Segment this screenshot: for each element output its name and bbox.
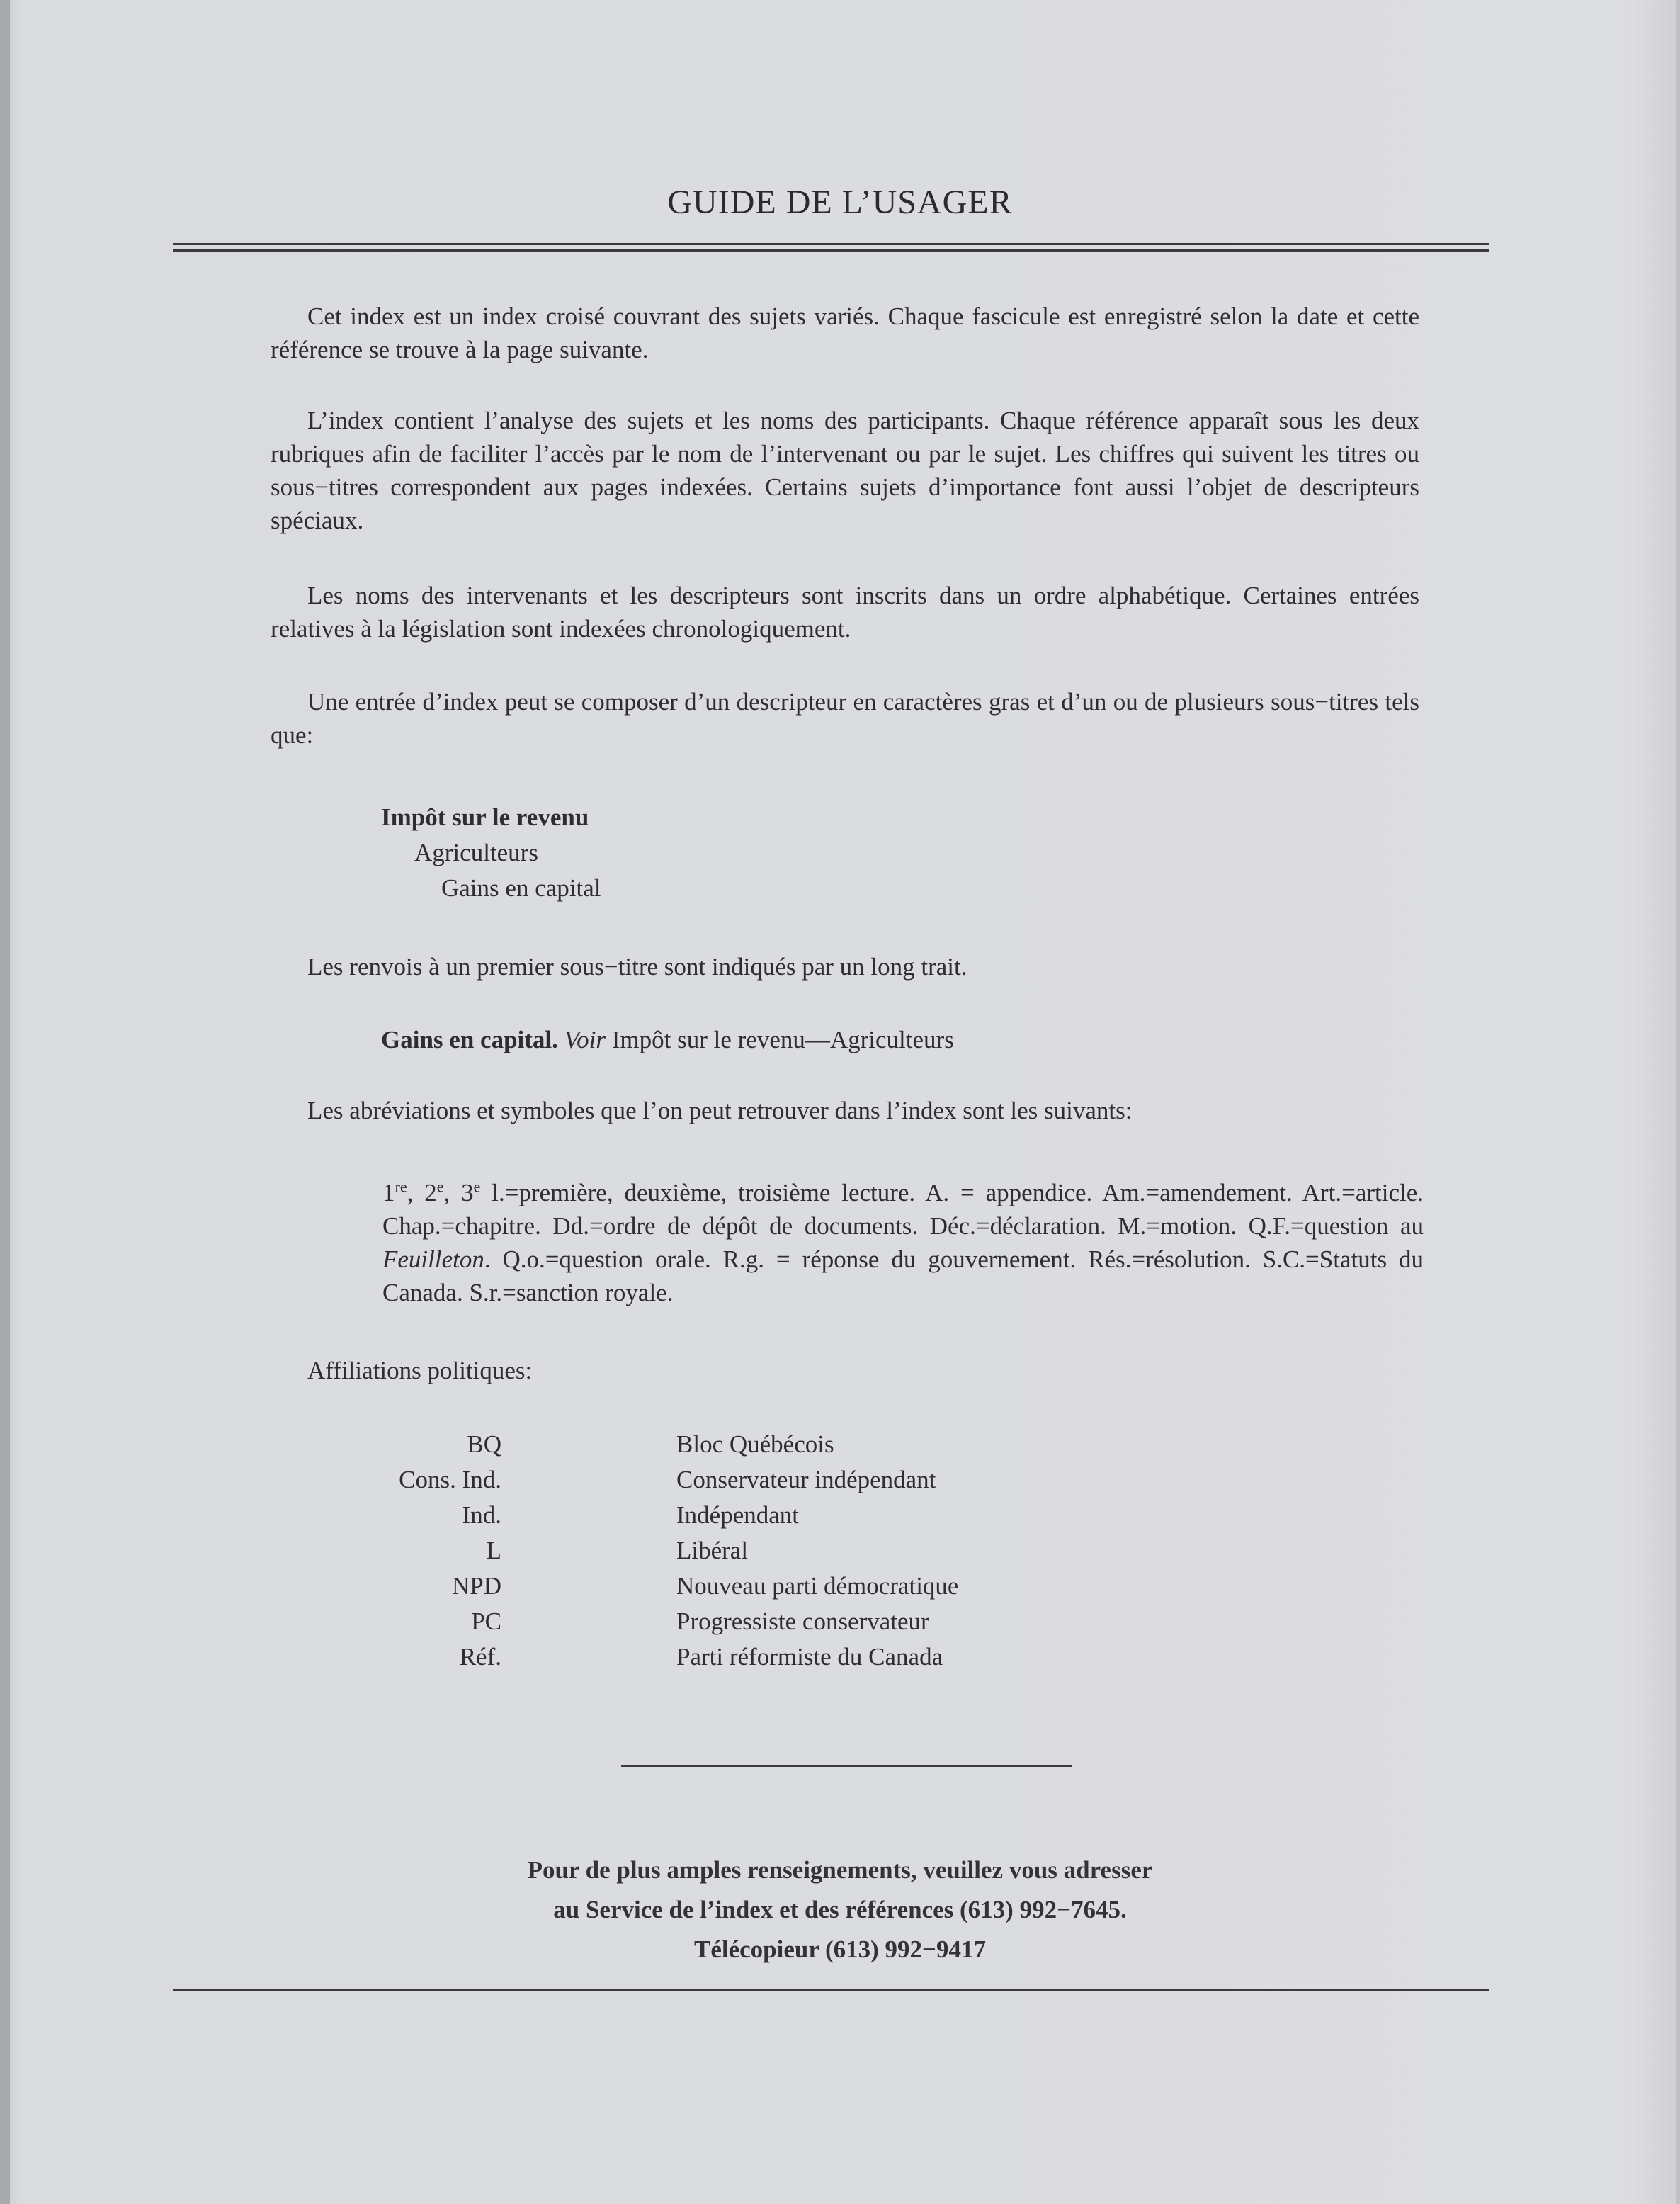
affiliation-abbr: BQ <box>467 1430 501 1458</box>
example-subsubtitle: Gains en capital <box>441 874 601 902</box>
abbrev-list: 1re, 2e, 3e l.=première, deuxième, troisième lecture. A. = appendice. Am.=amendement. Art.=article. Chap.=chapitre. Dd.=ordre de dépôt de documents. Déc.=déclaration. M.=motion. Q.F.=question au Feuilleton. Q.o.=question orale. R.g. = réponse du gouvernement. Rés.=résolution. S.C.=Statuts du Canada. S.r.=sanction royale. <box>382 1177 1424 1306</box>
affiliation-name: Libéral <box>676 1537 749 1564</box>
contact-line-3: Télécopieur (613) 992−9417 <box>693 1935 987 1963</box>
affiliation-name: Indépendant <box>676 1501 799 1529</box>
renvoi-descriptor: Gains en capital. <box>381 1026 558 1053</box>
renvoi-example <box>381 1022 954 1058</box>
renvoi-voir: Voir <box>564 1026 606 1053</box>
example-descriptor: Impôt sur le revenu <box>381 803 589 831</box>
affiliation-abbr: PC <box>471 1607 501 1635</box>
contact-line-1: Pour de plus amples renseignements, veuillez vous adresser <box>527 1856 1153 1884</box>
bottom-rule <box>173 1989 1489 1991</box>
affiliation-abbr: L <box>486 1537 501 1564</box>
page-title: GUIDE DE L’USAGER <box>667 183 1013 221</box>
contact-line-2: au Service de l’index et des références (613) 992−7645. <box>553 1896 1127 1923</box>
separator-rule <box>621 1765 1072 1767</box>
paragraph-analysis: L’index contient l’analyse des sujets et les noms des participants. Chaque référence apparaît sous les deux rubriques afin de faciliter l’accès par le nom de l’intervenant ou par le sujet. Les chiffres qui suivent les titres ou sous−titres correspondent aux pages indexées. Certains sujets d’importance font aussi l’objet de descripteurs spéciaux. <box>271 407 1419 534</box>
paragraph-intro: Cet index est un index croisé couvrant des sujets variés. Chaque fascicule est enregistré selon la date et cette référence se trouve à la page suivante. <box>271 303 1419 363</box>
affiliation-name: Progressiste conservateur <box>676 1607 929 1635</box>
paragraph-entry: Une entrée d’index peut se composer d’un descripteur en caractères gras et d’un ou de plusieurs sous−titres tels que: <box>271 688 1419 749</box>
affiliation-name: Parti réformiste du Canada <box>676 1643 943 1671</box>
affiliation-abbr: Cons. Ind. <box>399 1466 501 1493</box>
affiliation-abbr: NPD <box>451 1572 501 1600</box>
paragraph-order: Les noms des intervenants et les descripteurs sont inscrits dans un ordre alphabétique. Certaines entrées relatives à la législation sont indexées chronologiquement. <box>271 582 1419 643</box>
affiliations-label: Affiliations politiques: <box>307 1357 533 1384</box>
abbrev-intro: Les abréviations et symboles que l’on peut retrouver dans l’index sont les suivants: <box>307 1097 1133 1124</box>
affiliation-name: Conservateur indépendant <box>676 1466 936 1493</box>
affiliation-abbr: Réf. <box>459 1643 501 1671</box>
renvoi-text: Les renvois à un premier sous−titre sont indiqués par un long trait. <box>307 953 967 981</box>
renvoi-target: Impôt sur le revenu—Agriculteurs <box>611 1026 954 1053</box>
affiliation-name: Bloc Québécois <box>676 1430 834 1458</box>
feuilleton-word: Feuilleton <box>382 1245 484 1273</box>
title-double-rule <box>173 243 1489 252</box>
affiliation-abbr: Ind. <box>462 1501 501 1529</box>
example-subtitle: Agriculteurs <box>414 839 538 866</box>
affiliation-name: Nouveau parti démocratique <box>676 1572 959 1600</box>
